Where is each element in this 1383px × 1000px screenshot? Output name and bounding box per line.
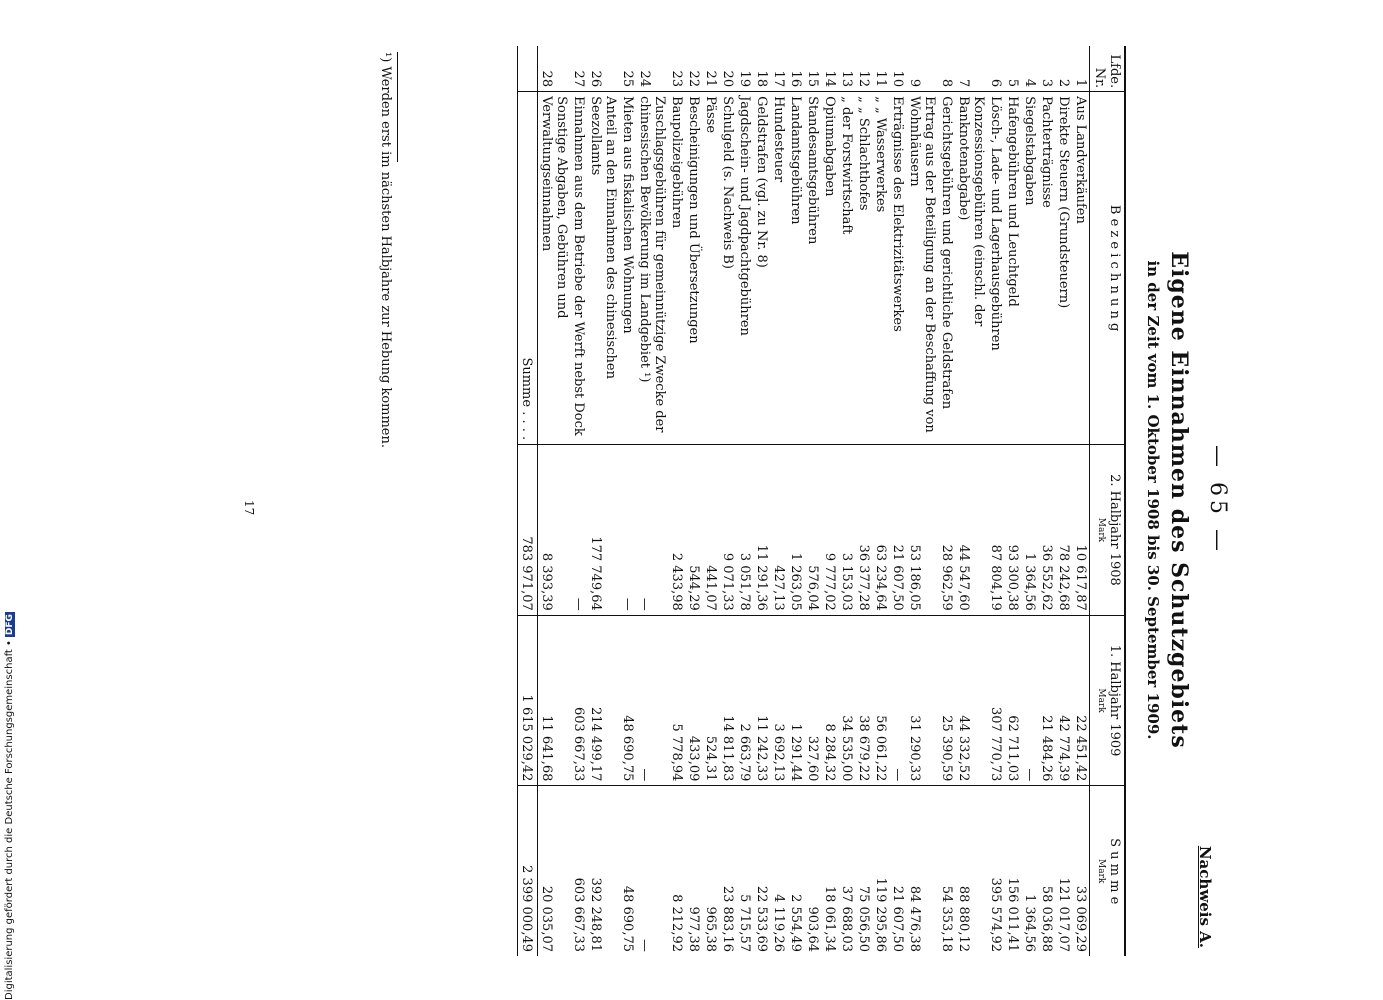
revenue-table bbox=[517, 46, 1126, 956]
table-row bbox=[619, 46, 636, 956]
row-value-h2: 34 535,00 bbox=[838, 615, 855, 786]
total-nr-empty bbox=[518, 46, 538, 92]
row-value-h1: 427,13 bbox=[770, 445, 787, 616]
row-value-sum: 23 883,16 bbox=[720, 885, 735, 952]
row-value-sum: 58 036,88 bbox=[1039, 885, 1054, 952]
row-description: Konzessionsgebühren (einschl. der Banknotenabgabe) bbox=[955, 92, 987, 445]
row-value-sum: 5 715,57 bbox=[737, 894, 752, 952]
row-description: Hafengebühren und Leuchtgeld bbox=[1004, 92, 1021, 445]
row-value-h1: 53 186,05 bbox=[906, 445, 938, 616]
row-value-h1: 44 547,60 bbox=[955, 445, 987, 616]
row-description: Opiumabgaben bbox=[821, 92, 838, 445]
row-description: Pässe bbox=[702, 92, 719, 445]
header-h1 bbox=[1090, 445, 1126, 616]
table-row bbox=[587, 46, 619, 956]
row-value-h1: 9 777,02 bbox=[821, 445, 838, 616]
row-number: 3 bbox=[1038, 46, 1055, 92]
rotated-document-page bbox=[151, 12, 1236, 988]
row-number: 26 bbox=[587, 46, 619, 92]
row-number: 15 bbox=[804, 46, 821, 92]
row-description: Zuschlagsgebühren für gemeinnützige Zwecke der chinesischen Bevölkerung im Landgebiet ¹) bbox=[636, 92, 668, 445]
row-value-h2: 214 499,17 bbox=[587, 615, 619, 786]
row-value-sum: 395 574,92 bbox=[988, 877, 1003, 952]
row-description: „ „ Wasserwerkes bbox=[872, 92, 889, 445]
row-value-sum: 33 069,29 bbox=[1073, 885, 1088, 952]
header-h1-label: 2. Halbjahr 1908 bbox=[1107, 474, 1122, 586]
row-description: Ertrag aus der Beteiligung an der Beschaffung von Wohnhäusern bbox=[906, 92, 938, 445]
row-value-sum: 48 690,75 bbox=[620, 885, 635, 952]
row-value-h1: 93 300,38 bbox=[1004, 445, 1021, 616]
total-label: Summe . . . . bbox=[518, 92, 538, 445]
row-value-sum: 603 667,33 bbox=[571, 877, 586, 952]
row-value-h2: 2 663,79 bbox=[736, 615, 753, 786]
row-value-sum: 21 607,50 bbox=[890, 885, 905, 952]
table-row bbox=[804, 46, 821, 956]
row-value-h2: — bbox=[1021, 615, 1038, 786]
row-description: Landamtsgebühren bbox=[787, 92, 804, 445]
row-value-sum: 22 533,69 bbox=[754, 885, 769, 952]
row-value-h2: 31 290,33 bbox=[906, 615, 938, 786]
row-description: Gerichtsgebühren und gerichtliche Geldstrafen bbox=[938, 92, 955, 445]
table-row bbox=[987, 46, 1004, 956]
row-value-sum: 75 056,50 bbox=[856, 885, 871, 952]
row-description: Baupolizeigebühren bbox=[668, 92, 685, 445]
row-number: 13 bbox=[838, 46, 855, 92]
header-description: B e z e i c h n u n g bbox=[1090, 92, 1126, 445]
row-description: Direkte Steuern (Grundsteuern) bbox=[1055, 92, 1072, 445]
row-value-sum: 392 248,81 bbox=[588, 877, 603, 952]
header-sum-label: S u m m e bbox=[1107, 838, 1122, 905]
row-value-h2: 48 690,75 bbox=[619, 615, 636, 786]
row-number: 21 bbox=[702, 46, 719, 92]
row-value-h1: 576,04 bbox=[804, 445, 821, 616]
table-row bbox=[1038, 46, 1055, 956]
row-value-h2: 22 451,42 bbox=[1072, 615, 1090, 786]
row-value-sum: 18 061,34 bbox=[822, 885, 837, 952]
row-value-h2: 3 692,13 bbox=[770, 615, 787, 786]
row-number: 14 bbox=[821, 46, 838, 92]
row-value-h2: 433,09 bbox=[685, 615, 702, 786]
row-description: „ „ Schlachthofes bbox=[855, 92, 872, 445]
header-h2 bbox=[1090, 615, 1126, 786]
row-value-h1: 544,29 bbox=[685, 445, 702, 616]
row-description: Lösch-, Lade- und Lagerhausgebühren bbox=[987, 92, 1004, 445]
row-value-h2: 1 291,44 bbox=[787, 615, 804, 786]
row-value-h1: 441,07 bbox=[702, 445, 719, 616]
table-row bbox=[702, 46, 719, 956]
table-row bbox=[719, 46, 736, 956]
row-number: 17 bbox=[770, 46, 787, 92]
row-value-h2: 42 774,39 bbox=[1055, 615, 1072, 786]
table-row bbox=[668, 46, 685, 956]
row-number: 22 bbox=[685, 46, 702, 92]
total-row bbox=[518, 46, 538, 956]
row-value-h1: 36 377,28 bbox=[855, 445, 872, 616]
table-row bbox=[955, 46, 987, 956]
row-description: Pachterträgnisse bbox=[1038, 92, 1055, 445]
row-description: Jagdschein- und Jagdpachtgebühren bbox=[736, 92, 753, 445]
row-description: Einnahmen aus dem Betriebe der Werft nebst Dock bbox=[570, 92, 587, 445]
row-number: 23 bbox=[668, 46, 685, 92]
row-description: Siegelstabgaben bbox=[1021, 92, 1038, 445]
document-title: Eigene Einnahmen des Schutzgebiets bbox=[1166, 251, 1192, 749]
row-value-h2: 11 242,33 bbox=[753, 615, 770, 786]
row-value-h1: — bbox=[619, 445, 636, 616]
table-row bbox=[753, 46, 770, 956]
table-row bbox=[538, 46, 571, 956]
footnote: ¹) Werden erst im nächsten Halbjahre zur Hebung kommen. bbox=[378, 52, 393, 449]
row-value-h2: 25 390,59 bbox=[938, 615, 955, 786]
table-row bbox=[889, 46, 906, 956]
row-description: Hundesteuer bbox=[770, 92, 787, 445]
row-description: Erträgnisse des Elektrizitätswerkes bbox=[889, 92, 906, 445]
row-description: Aus Landverkäufen bbox=[1072, 92, 1090, 445]
row-value-sum: 903,64 bbox=[805, 906, 820, 952]
table-row bbox=[685, 46, 702, 956]
row-value-h2: 603 667,33 bbox=[570, 615, 587, 786]
row-value-h2: 38 679,22 bbox=[855, 615, 872, 786]
row-description: Schulgeld (s. Nachweis B) bbox=[719, 92, 736, 445]
dfg-logo: DFG bbox=[5, 614, 15, 636]
sheet-number: 17 bbox=[242, 500, 256, 516]
row-number: 27 bbox=[570, 46, 587, 92]
row-value-h1: 28 962,59 bbox=[938, 445, 955, 616]
row-value-sum: 965,38 bbox=[703, 906, 718, 952]
row-number: 16 bbox=[787, 46, 804, 92]
row-description: Standesamtsgebühren bbox=[804, 92, 821, 445]
row-value-h1: 1 364,56 bbox=[1021, 445, 1038, 616]
table-row bbox=[872, 46, 889, 956]
row-number: 25 bbox=[619, 46, 636, 92]
row-value-h2: 21 484,26 bbox=[1038, 615, 1055, 786]
table-row bbox=[821, 46, 838, 956]
table-row bbox=[636, 46, 668, 956]
row-value-sum: 54 353,18 bbox=[939, 885, 954, 952]
row-value-h2: 14 811,83 bbox=[719, 615, 736, 786]
table-row bbox=[787, 46, 804, 956]
table-row bbox=[1004, 46, 1021, 956]
total-h2: 1 615 029,42 bbox=[518, 615, 538, 786]
row-value-h1: 21 607,50 bbox=[889, 445, 906, 616]
row-value-sum: 37 688,03 bbox=[839, 885, 854, 952]
row-value-h2: 8 284,32 bbox=[821, 615, 838, 786]
row-value-sum: 156 011,41 bbox=[1005, 877, 1020, 952]
row-value-h1: 11 291,36 bbox=[753, 445, 770, 616]
row-value-sum: 8 212,92 bbox=[669, 894, 684, 952]
row-number: 8 bbox=[938, 46, 955, 92]
total-sum: 2 399 000,49 bbox=[518, 786, 538, 956]
row-value-h1: 177 749,64 bbox=[587, 445, 619, 616]
row-number: 12 bbox=[855, 46, 872, 92]
row-value-h2: 524,31 bbox=[702, 615, 719, 786]
row-number: 28 bbox=[538, 46, 571, 92]
row-number: 6 bbox=[987, 46, 1004, 92]
row-number: 18 bbox=[753, 46, 770, 92]
row-value-h2: — bbox=[636, 615, 668, 786]
row-value-h1: 78 242,68 bbox=[1055, 445, 1072, 616]
row-number: 11 bbox=[872, 46, 889, 92]
table-row bbox=[838, 46, 855, 956]
document-subtitle: in der Zeit vom 1. Oktober 1908 bis 30. September 1909. bbox=[1144, 260, 1162, 740]
row-number: 2 bbox=[1055, 46, 1072, 92]
row-value-h1: 87 804,19 bbox=[987, 445, 1004, 616]
row-value-h2: 44 332,52 bbox=[955, 615, 987, 786]
footnote-rule bbox=[397, 52, 398, 162]
header-h2-unit: Mark bbox=[1096, 688, 1106, 713]
table-row bbox=[855, 46, 872, 956]
row-number: 24 bbox=[636, 46, 668, 92]
header-sum bbox=[1090, 786, 1126, 956]
row-value-h2: — bbox=[889, 615, 906, 786]
row-value-h1: 1 263,05 bbox=[787, 445, 804, 616]
row-value-sum: 119 295,86 bbox=[873, 877, 888, 952]
row-value-h1: 63 234,64 bbox=[872, 445, 889, 616]
table-row bbox=[736, 46, 753, 956]
row-value-h1: 2 433,98 bbox=[668, 445, 685, 616]
row-value-sum: 977,38 bbox=[686, 906, 701, 952]
table-row bbox=[1072, 46, 1090, 956]
row-number: 19 bbox=[736, 46, 753, 92]
row-number: 9 bbox=[906, 46, 938, 92]
row-value-sum: 84 476,38 bbox=[907, 885, 922, 952]
table-row bbox=[1055, 46, 1072, 956]
row-description: Mieten aus fiskalischen Wohnungen bbox=[619, 92, 636, 445]
row-value-sum: 4 119,26 bbox=[771, 894, 786, 952]
row-value-sum: 121 017,07 bbox=[1056, 877, 1071, 952]
row-value-h2: 307 770,73 bbox=[987, 615, 1004, 786]
row-value-h1: 10 617,87 bbox=[1072, 445, 1090, 616]
row-value-h1: 36 552,62 bbox=[1038, 445, 1055, 616]
row-number: 7 bbox=[955, 46, 987, 92]
table-row bbox=[906, 46, 938, 956]
row-value-h2: 62 711,03 bbox=[1004, 615, 1021, 786]
table-body bbox=[518, 46, 1090, 956]
row-value-h2: 56 061,22 bbox=[872, 615, 889, 786]
header-nr: Lfde. Nr. bbox=[1090, 46, 1126, 92]
row-description: Sonstige Abgaben, Gebühren und Verwaltungseinnahmen bbox=[538, 92, 571, 445]
row-description: Geldstrafen (vgl. zu Nr. 8) bbox=[753, 92, 770, 445]
digitization-credit bbox=[4, 612, 15, 1000]
header-sum-unit: Mark bbox=[1096, 859, 1106, 884]
row-value-h2: 5 778,94 bbox=[668, 615, 685, 786]
table-row bbox=[1021, 46, 1038, 956]
row-value-sum: 20 035,07 bbox=[539, 885, 554, 952]
row-value-sum: 2 554,49 bbox=[788, 894, 803, 952]
row-description: Bescheinigungen und Übersetzungen bbox=[685, 92, 702, 445]
table-row bbox=[570, 46, 587, 956]
row-number: 20 bbox=[719, 46, 736, 92]
reference-label: Nachweis A. bbox=[1196, 845, 1214, 948]
row-value-sum: 1 364,56 bbox=[1022, 894, 1037, 952]
row-value-sum: — bbox=[637, 939, 652, 952]
row-value-h2: 327,60 bbox=[804, 615, 821, 786]
row-value-h1: 8 393,39 bbox=[538, 445, 571, 616]
header-h2-label: 1. Halbjahr 1909 bbox=[1107, 644, 1122, 757]
row-value-h1: 3 051,78 bbox=[736, 445, 753, 616]
row-number: 10 bbox=[889, 46, 906, 92]
row-number: 4 bbox=[1021, 46, 1038, 92]
header-h1-unit: Mark bbox=[1096, 517, 1106, 543]
row-number: 1 bbox=[1072, 46, 1090, 92]
page-number: — 65 — bbox=[1205, 445, 1230, 555]
row-number: 5 bbox=[1004, 46, 1021, 92]
credit-text: Digitalisierung gefördert durch die Deutsche Forschungsgemeinschaft • bbox=[4, 640, 15, 1000]
row-description: Anteil an den Einnahmen des chinesischen Seezollamts bbox=[587, 92, 619, 445]
row-value-h1: — bbox=[570, 445, 587, 616]
row-value-sum: 88 880,12 bbox=[956, 885, 971, 952]
row-value-h2: 11 641,68 bbox=[538, 615, 571, 786]
row-value-h1: 9 071,33 bbox=[719, 445, 736, 616]
row-value-h1: 3 153,03 bbox=[838, 445, 855, 616]
total-h1: 783 971,07 bbox=[518, 445, 538, 616]
table-row bbox=[770, 46, 787, 956]
row-value-h1: — bbox=[636, 445, 668, 616]
row-description: „ der Forstwirtschaft bbox=[838, 92, 855, 445]
table-row bbox=[938, 46, 955, 956]
table-header-row bbox=[1090, 46, 1126, 956]
